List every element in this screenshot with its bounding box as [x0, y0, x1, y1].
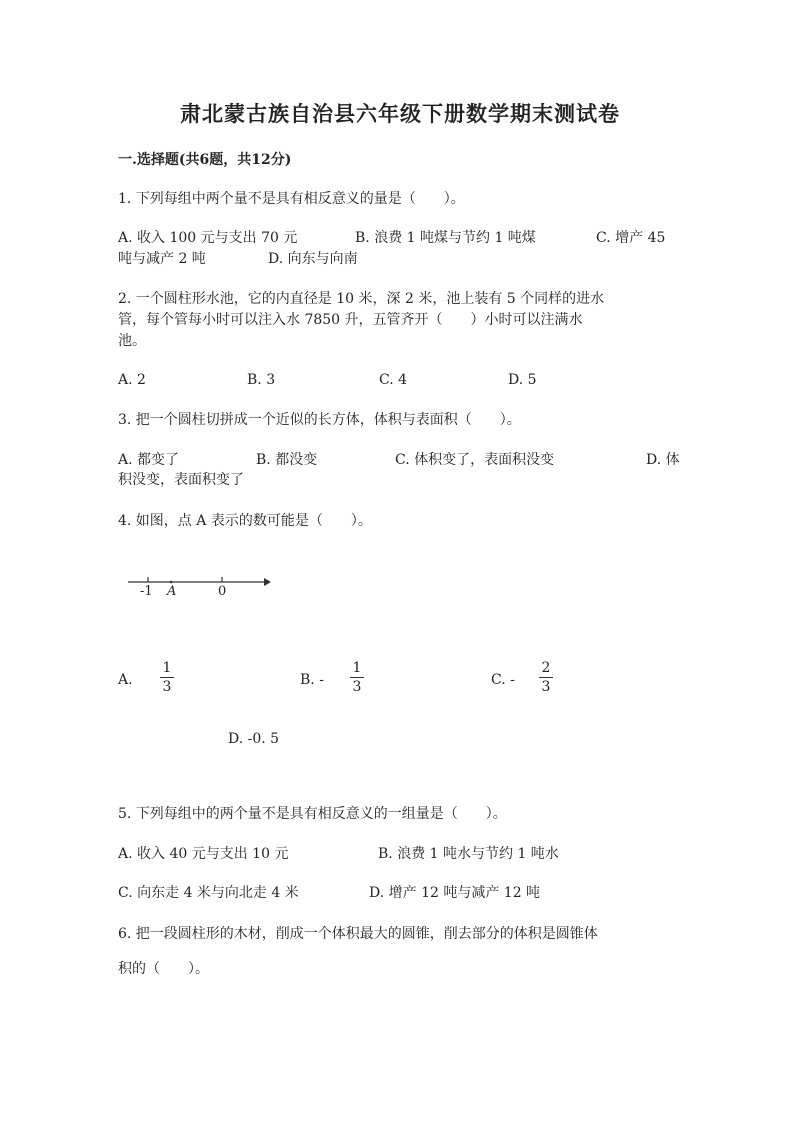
q3-option-a: A. 都变了 [118, 452, 180, 468]
page-title: 肃北蒙古族自治县六年级下册数学期末测试卷 [180, 101, 620, 126]
q2-option-d: D. 5 [508, 372, 537, 388]
denominator: 3 [162, 679, 172, 695]
q4-option-a-fraction [160, 660, 174, 695]
q3-option-d-cont: 积没变，表面积变了 [118, 472, 244, 488]
q4-option-b-fraction [350, 660, 364, 695]
point-a-dot [170, 581, 173, 584]
question-6-line-1: 6. 把一段圆柱形的木材，削成一个体积最大的圆锥，削去部分的体积是圆锥体 [118, 926, 598, 942]
section-heading: 一.选择题(共6题，共12分) [118, 152, 292, 168]
q2-option-b: B. 3 [247, 372, 276, 388]
numerator: 1 [352, 660, 362, 676]
q3-option-b: B. 都没变 [256, 452, 318, 468]
q4-option-d: D. -0. 5 [228, 731, 280, 747]
q2-option-c: C. 4 [379, 372, 408, 388]
q1-option-b: B. 浪费 1 吨煤与节约 1 吨煤 [355, 230, 536, 246]
question-1-stem: 1. 下列每组中两个量不是具有相反意义的量是（ ）。 [118, 191, 465, 207]
numerator: 1 [162, 660, 172, 676]
question-4-stem: 4. 如图，点 A 表示的数可能是（ ）。 [118, 513, 372, 529]
denominator: 3 [352, 679, 362, 695]
label-minus-1: -1 [140, 584, 153, 599]
fraction-bar [160, 677, 174, 678]
q4-option-c-label: C. - [491, 672, 515, 688]
question-2-line-1: 2. 一个圆柱形水池，它的内直径是 10 米，深 2 米，池上装有 5 个同样的进水 [118, 291, 605, 307]
number-line-arrow-icon [264, 578, 271, 586]
question-5-stem: 5. 下列每组中的两个量不是具有相反意义的一组量是（ ）。 [118, 806, 507, 822]
question-3-stem: 3. 把一个圆柱切拼成一个近似的长方体，体积与表面积（ ）。 [118, 412, 521, 428]
q4-option-a-label: A. [118, 672, 133, 688]
question-6-line-2: 积的（ ）。 [118, 961, 209, 977]
q1-option-d: D. 向东与向南 [268, 251, 358, 267]
fraction-bar [350, 677, 364, 678]
label-zero: 0 [218, 584, 227, 599]
numerator: 2 [541, 660, 551, 676]
question-2-line-3: 池。 [118, 333, 146, 349]
q5-option-a: A. 收入 40 元与支出 10 元 [118, 846, 289, 862]
q4-option-c-fraction [539, 660, 553, 695]
denominator: 3 [541, 679, 551, 695]
q5-option-b: B. 浪费 1 吨水与节约 1 吨水 [378, 846, 559, 862]
q3-option-d: D. 体 [646, 452, 680, 468]
question-2-line-2: 管，每个管每小时可以注入水 7850 升，五管齐开（ ）小时可以注满水 [118, 312, 583, 328]
label-point-a: A [167, 584, 177, 599]
q2-option-a: A. 2 [118, 372, 146, 388]
q1-option-c-cont: 吨与减产 2 吨 [118, 251, 206, 267]
q1-option-c: C. 增产 45 [596, 230, 666, 246]
q5-option-c: C. 向东走 4 米与向北走 4 米 [118, 885, 299, 901]
q4-option-b-label: B. - [300, 672, 324, 688]
q1-option-a: A. 收入 100 元与支出 70 元 [118, 230, 298, 246]
q3-option-c: C. 体积变了，表面积没变 [395, 452, 555, 468]
q5-option-d: D. 增产 12 吨与减产 12 吨 [369, 885, 541, 901]
fraction-bar [539, 677, 553, 678]
